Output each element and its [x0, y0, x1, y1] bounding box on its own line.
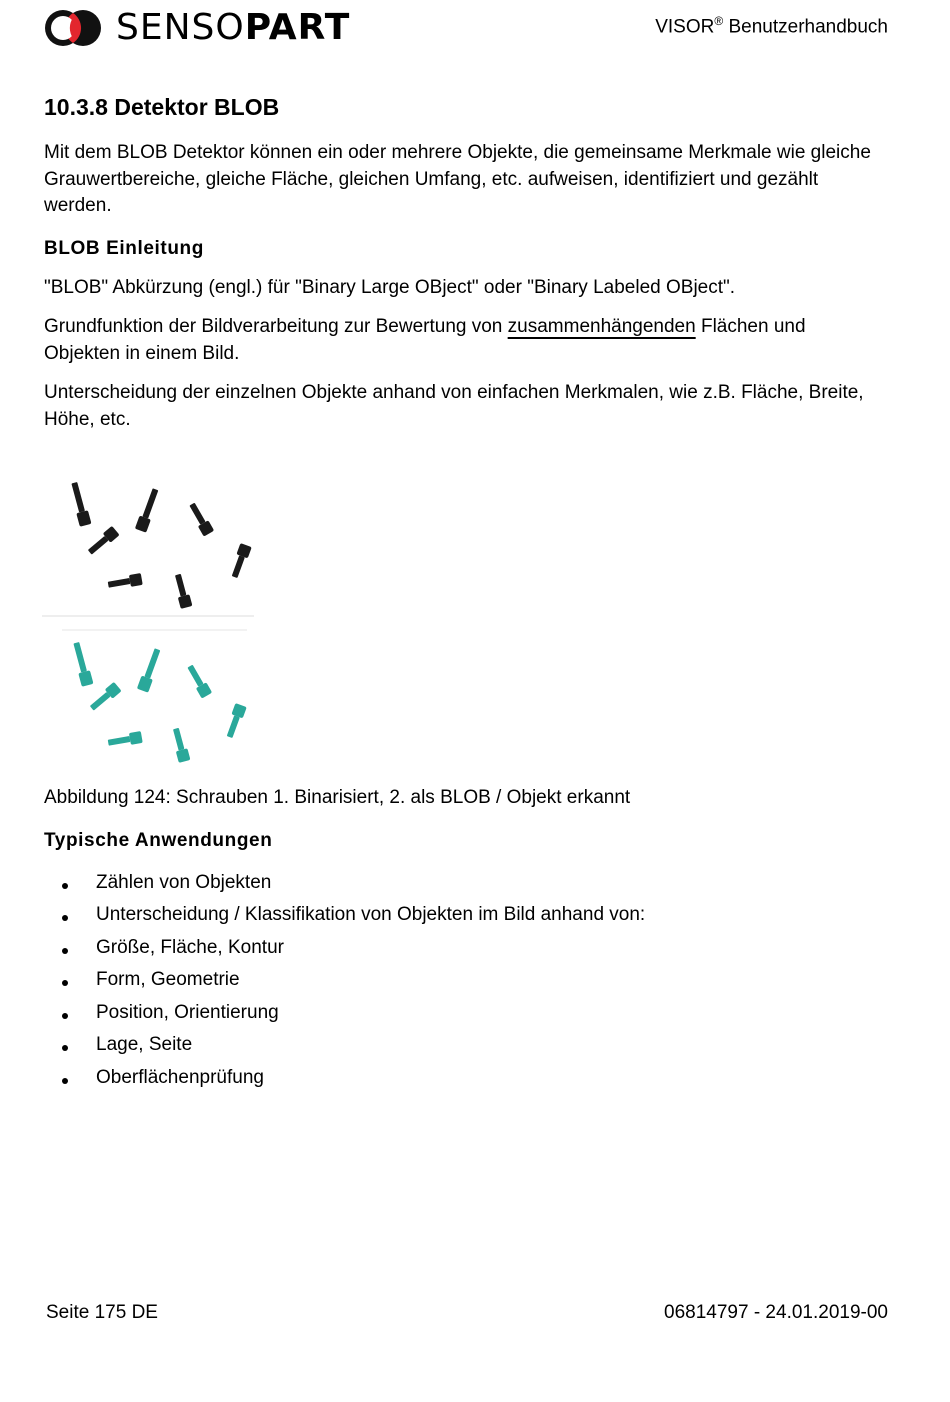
list-item: Größe, Fläche, Kontur — [44, 932, 874, 965]
einleitung-paragraph-2: Grundfunktion der Bildverarbeitung zur Bewertung von zusammenhängenden Flächen und Objekten in einem Bild. — [44, 316, 806, 364]
figure-caption: Abbildung 124: Schrauben 1. Binarisiert, 2. als BLOB / Objekt erkannt — [44, 787, 631, 808]
binarized-screws — [69, 481, 252, 609]
sensopart-logo-icon — [44, 8, 102, 48]
page-content — [44, 90, 874, 1094]
einleitung-paragraph-1: "BLOB" Abkürzung (engl.) für "Binary Large OBject" oder "Binary Labeled OBject". — [44, 276, 736, 298]
underlined-term: zusammenhängenden — [507, 316, 696, 337]
document-number: 06814797 - 24.01.2019-00 — [664, 1302, 888, 1323]
page-number: Seite 175 DE — [46, 1302, 158, 1323]
list-item: Lage, Seite — [44, 1029, 874, 1062]
intro-paragraph: Mit dem BLOB Detektor können ein oder mehrere Objekte, die gemeinsame Merkmale wie gleiche Grauwertbereiche, gleiche Fläche, gleichen Umfang, etc. aufweisen, identifiziert und gezählt werden. — [44, 142, 871, 216]
anwendungen-list — [44, 867, 874, 1095]
anwendungen-heading: Typische Anwendungen — [44, 829, 273, 851]
blob-screws — [71, 641, 247, 763]
registered-mark: ® — [714, 14, 724, 28]
einleitung-paragraph-3: Unterscheidung der einzelnen Objekte anhand von einfachen Merkmalen, wie z.B. Fläche, Breite, Höhe, etc. — [44, 382, 864, 430]
einleitung-heading: BLOB Einleitung — [44, 237, 204, 259]
document-title: VISOR® Benutzerhandbuch — [655, 14, 888, 38]
list-item: Oberflächenprüfung — [44, 1062, 874, 1095]
list-item: Zählen von Objekten — [44, 867, 874, 900]
screws-figure — [42, 474, 257, 766]
list-item: Unterscheidung / Klassifikation von Objekten im Bild anhand von: — [44, 899, 874, 932]
list-item: Position, Orientierung — [44, 997, 874, 1030]
logo-wordmark: SENSOPART — [116, 7, 351, 48]
sensopart-logo — [44, 6, 350, 50]
list-item: Form, Geometrie — [44, 964, 874, 997]
section-heading: 10.3.8 Detektor BLOB — [44, 94, 280, 120]
